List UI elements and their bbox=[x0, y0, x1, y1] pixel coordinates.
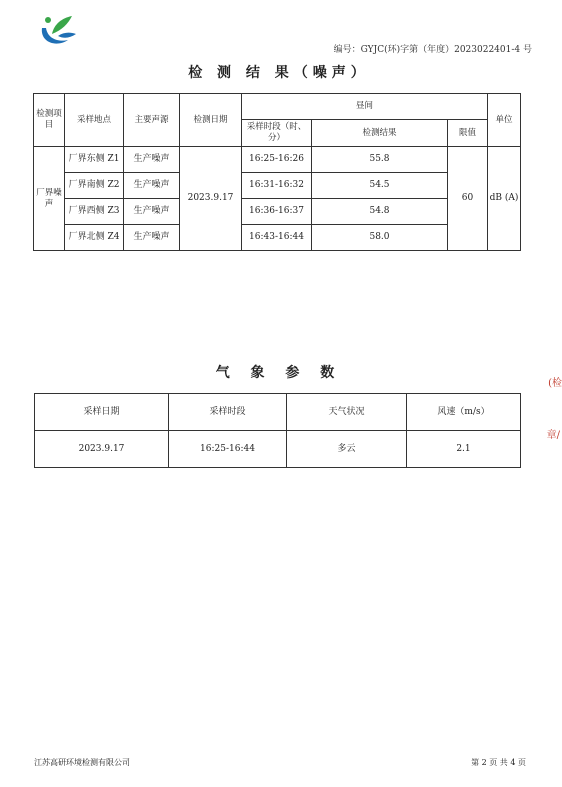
weather-date: 2023.9.17 bbox=[35, 431, 169, 468]
document-number: 编号：GYJC(环)字第（年度）2023022401-4 号 bbox=[333, 45, 532, 55]
row-result: 55.8 bbox=[312, 147, 448, 173]
header-source: 主要声源 bbox=[124, 94, 180, 147]
row-location: 厂界南侧 Z2 bbox=[65, 173, 124, 199]
row-period: 16:25-16:26 bbox=[242, 147, 312, 173]
row-period: 16:43-16:44 bbox=[242, 225, 312, 251]
row-source: 生产噪声 bbox=[124, 225, 180, 251]
header-daytime: 昼间 bbox=[242, 94, 488, 120]
footer-company: 江苏高研环境检测有限公司 bbox=[34, 758, 130, 767]
noise-results-table bbox=[33, 93, 521, 251]
unit-value: dB (A) bbox=[488, 147, 521, 251]
header-unit: 单位 bbox=[488, 94, 521, 147]
weather-header-period: 采样时段 bbox=[169, 394, 287, 431]
row-result: 54.5 bbox=[312, 173, 448, 199]
row-source: 生产噪声 bbox=[124, 147, 180, 173]
header-location: 采样地点 bbox=[65, 94, 124, 147]
seal-fragment-1: (检 bbox=[548, 378, 562, 389]
weather-title: 气 象 参 数 bbox=[215, 365, 343, 381]
weather-header-condition: 天气状况 bbox=[287, 394, 407, 431]
header-item: 检测项目 bbox=[34, 94, 65, 147]
row-result: 58.0 bbox=[312, 225, 448, 251]
row-period: 16:31-16:32 bbox=[242, 173, 312, 199]
item-value: 厂界噪声 bbox=[34, 147, 65, 251]
company-logo bbox=[38, 12, 80, 48]
row-source: 生产噪声 bbox=[124, 199, 180, 225]
weather-condition: 多云 bbox=[287, 431, 407, 468]
row-result: 54.8 bbox=[312, 199, 448, 225]
weather-header-date: 采样日期 bbox=[35, 394, 169, 431]
row-location: 厂界西侧 Z3 bbox=[65, 199, 124, 225]
header-date: 检测日期 bbox=[180, 94, 242, 147]
date-value: 2023.9.17 bbox=[180, 147, 242, 251]
row-location: 厂界东侧 Z1 bbox=[65, 147, 124, 173]
limit-value: 60 bbox=[448, 147, 488, 251]
footer-page-number: 第 2 页 共 4 页 bbox=[471, 758, 526, 767]
row-location: 厂界北侧 Z4 bbox=[65, 225, 124, 251]
weather-period: 16:25-16:44 bbox=[169, 431, 287, 468]
header-limit: 限值 bbox=[448, 120, 488, 147]
weather-wind: 2.1 bbox=[407, 431, 521, 468]
header-period: 采样时段（时、分） bbox=[242, 120, 312, 147]
header-result: 检测结果 bbox=[312, 120, 448, 147]
noise-results-title: 检 测 结 果（噪声） bbox=[188, 65, 370, 81]
seal-fragment-2: 章/ bbox=[546, 430, 560, 441]
weather-header-wind: 风速（m/s） bbox=[407, 394, 521, 431]
row-source: 生产噪声 bbox=[124, 173, 180, 199]
weather-table bbox=[34, 393, 521, 468]
row-period: 16:36-16:37 bbox=[242, 199, 312, 225]
